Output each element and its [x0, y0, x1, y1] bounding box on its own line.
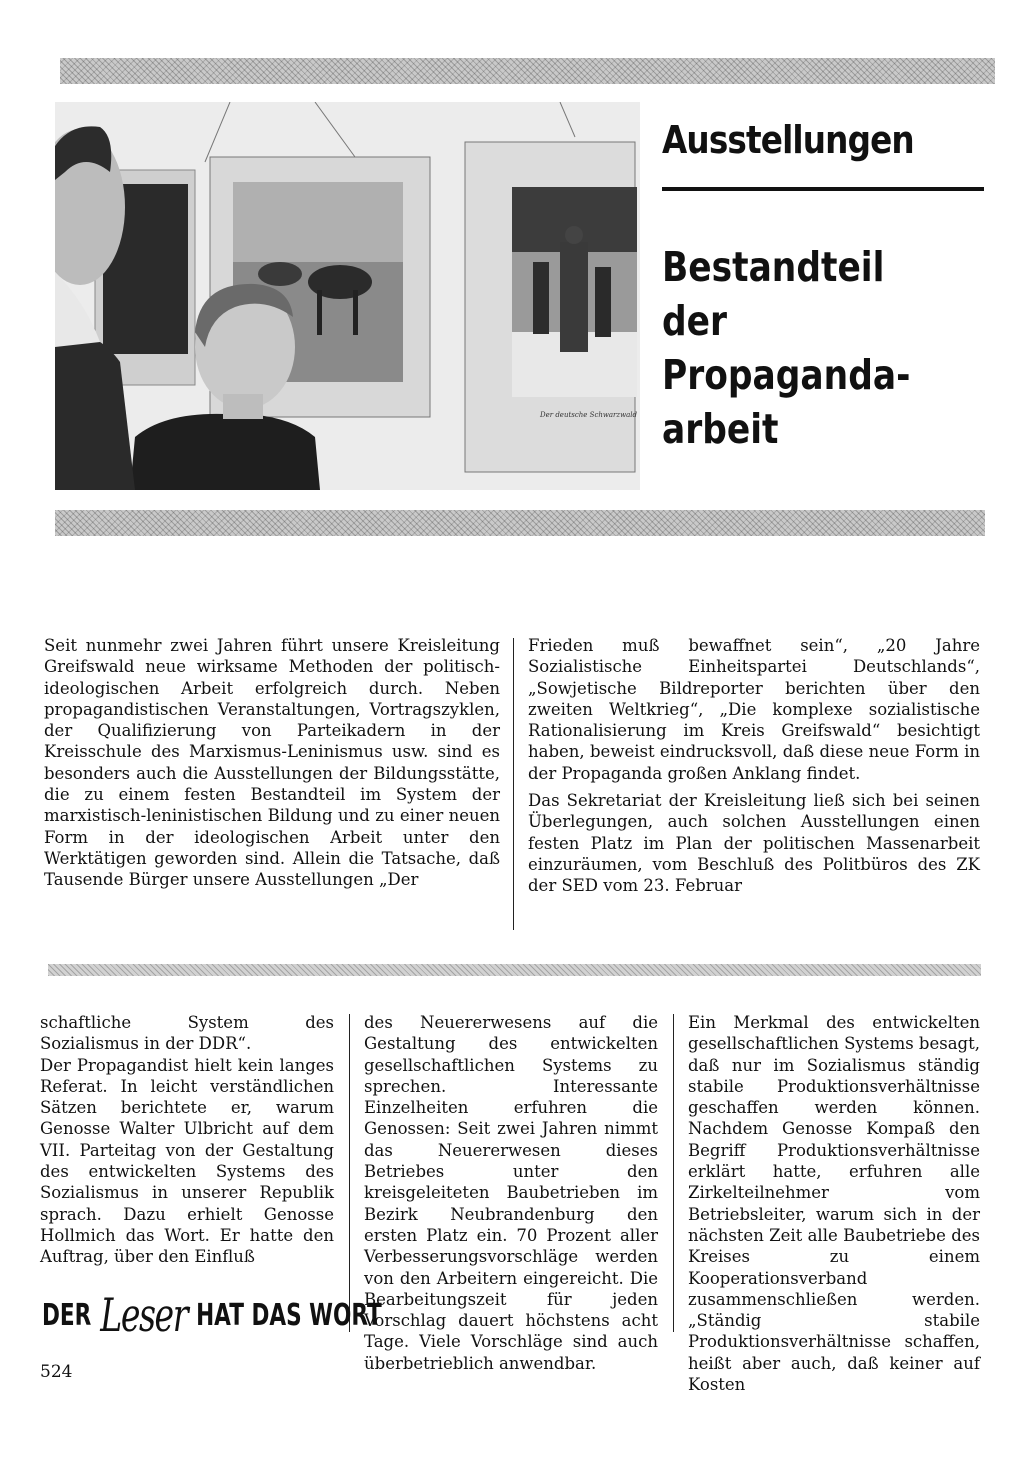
paragraph: des Neuererwesens auf die Gestaltung des entwickelten gesellschaftlichen Systems zu sprechen. Interessante Einzelheiten erfuhren die Genossen: Seit zwei Jahren nimmt das Neuererwesen dieses Betriebes unter den kreisgeleiteten Baubetrieben im Bezirk Neubrandenburg den ersten Platz ein. 70 Prozent aller Verbesserungsvorschläge werden von den Arbeitern eingereicht. Die Bearbeitungszeit für jeden Vorschlag dauert höchstens acht Tage. Viele Vorschläge sind auch überbetrieblich anwendbar.	[364, 1013, 658, 1373]
lower-column-3	[688, 1012, 980, 1401]
paragraph: Seit nunmehr zwei Jahren führt unsere Kreisleitung Greifswald neue wirksame Methoden der politisch-ideologischen Arbeit erfolgreich durch. Neben propagandistischen Veranstaltungen, Vortragszyklen, der Qualifizierung von Parteikadern in der Kreisschule des Marxismus-Leninismus usw. sind es besonders auch die Ausstellungen der Bildungsstätte, die zu einem festen Bestandteil im System der marxistisch-leninistischen Bildung und zu einer neuen Form in der ideologischen Arbeit unter den Werktätigen geworden sind. Allein die Tatsache, daß Tausende Bürger unsere Ausstellungen „Der	[44, 636, 500, 890]
section-separator	[48, 964, 981, 976]
section-kicker: Ausstellungen	[662, 118, 914, 162]
exhibition-photo	[55, 102, 640, 490]
page-number: 524	[40, 1362, 73, 1382]
masthead-script-word: Leser	[100, 1288, 188, 1342]
intro-column-right	[528, 635, 980, 903]
headline-line: arbeit	[662, 405, 779, 453]
reader-column-masthead	[42, 1288, 382, 1342]
top-ornament-band	[60, 58, 995, 84]
intro-column-left	[44, 635, 500, 897]
paragraph: schaftliche System des Sozialismus in der DDR“.	[40, 1013, 334, 1054]
headline-line: Bestandteil	[662, 243, 885, 291]
lower-column-1	[40, 1012, 334, 1274]
lower-column-2	[364, 1012, 658, 1380]
kicker-divider	[662, 187, 984, 191]
paragraph: Das Sekretariat der Kreisleitung ließ sich bei seinen Überlegungen, auch solchen Ausstellungen einen festen Platz im Plan der politischen Massenarbeit einzuräumen, vom Beschluß des Politbüros des ZK der SED vom 23. Februar	[528, 791, 980, 896]
masthead-part: DER	[42, 1298, 92, 1333]
column-divider	[349, 1014, 350, 1332]
paragraph: Der Propagandist hielt kein langes Referat. In leicht verständlichen Sätzen berichtete er, warum Genosse Walter Ulbricht auf dem VII. Parteitag von der Gestaltung des entwickelten Systems des Sozialismus in unserer Republik sprach. Dazu erhielt Genosse Hollmich das Wort. Er hatte den Auftrag, über den Einfluß	[40, 1055, 334, 1267]
headline-line: der	[662, 297, 728, 345]
mid-ornament-band	[55, 510, 985, 536]
column-divider	[513, 638, 514, 930]
headline-line: Propaganda-	[662, 351, 911, 399]
paragraph: Ein Merkmal des entwickelten gesellschaftlichen Systems besagt, daß nur im Sozialismus ständig stabile Produktionsverhältnisse geschaffen werden können. Nachdem Genosse Kompaß den Begriff Produktionsverhältnisse erklärt hatte, erfuhren alle Zirkelteilnehmer vom Betriebsleiter, warum sich in der nächsten Zeit alle Baubetriebe des Kreises zu einem Kooperationsverband zusammenschließen werden. „Ständig stabile Produktionsverhältnisse schaffen, heißt aber auch, daß keiner auf Kosten	[688, 1013, 980, 1395]
article-headline	[662, 240, 910, 456]
photo-caption-in-picture: Der deutsche Schwarzwald	[540, 411, 637, 419]
paragraph: Frieden muß bewaffnet sein“, „20 Jahre Sozialistische Einheitspartei Deutschlands“, „Sowjetische Bildreporter berichten über den zweiten Weltkrieg“, „Die komplexe sozialistische Rationalisierung im Kreis Greifswald“ besichtigt haben, beweist eindrucksvoll, daß diese neue Form in der Propaganda großen Anklang findet.	[528, 636, 980, 783]
masthead-part: HAT DAS WORT	[196, 1298, 382, 1333]
column-divider	[673, 1014, 674, 1332]
